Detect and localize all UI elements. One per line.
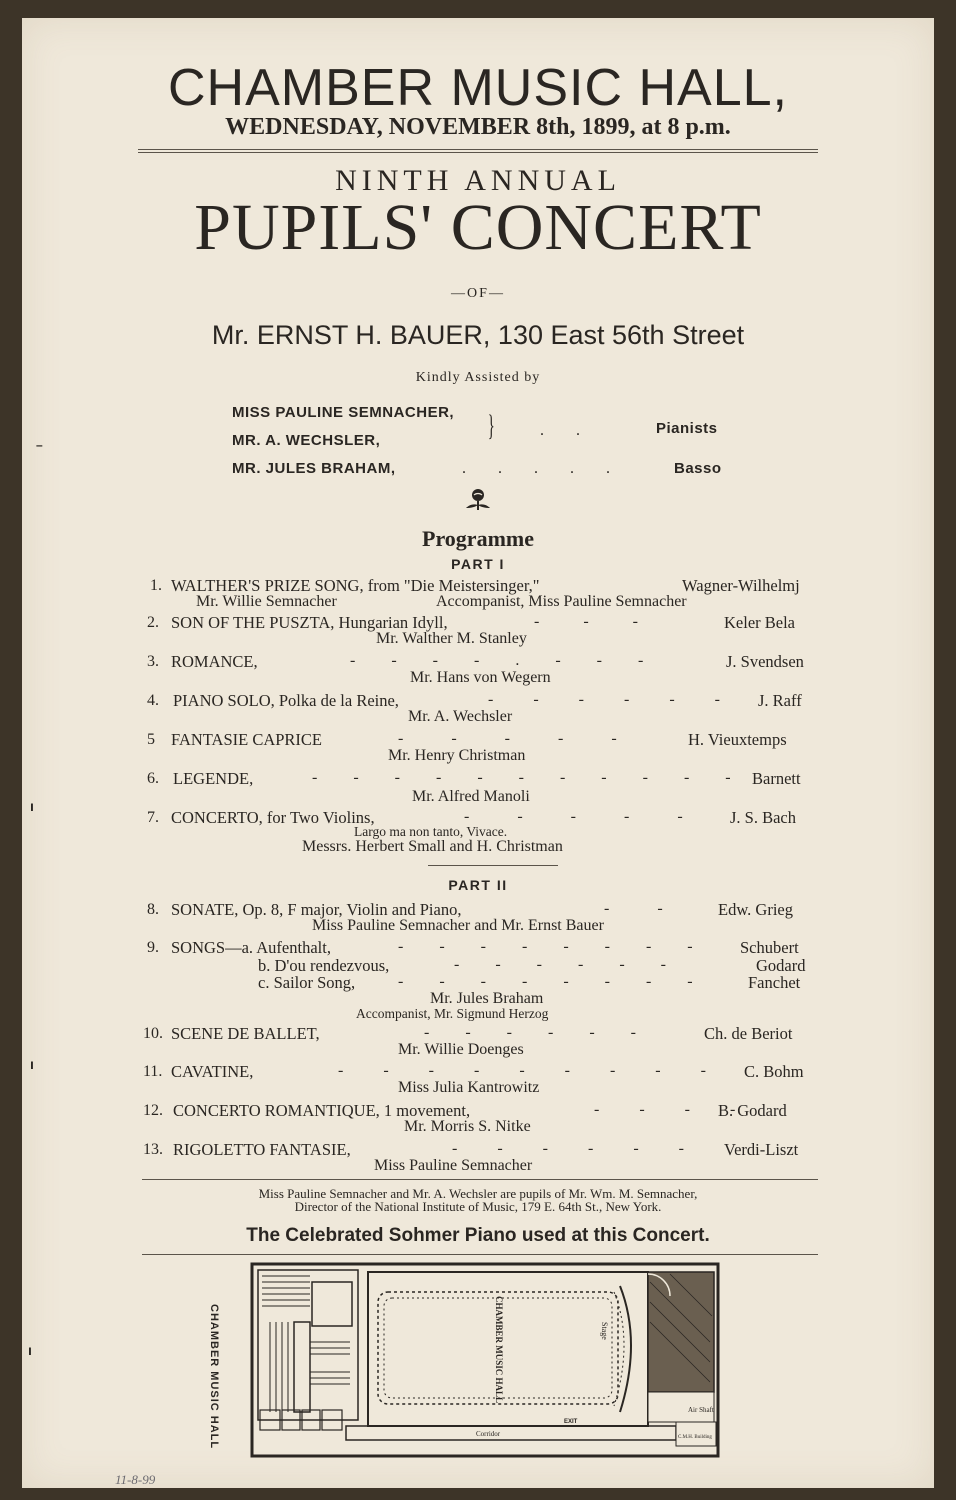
item-number: 11. [143,1063,163,1080]
item-performer: Mr. Willie Semnacher [196,593,337,610]
item-title: SONGS—a. Aufenthalt, [171,938,331,957]
item-number: 9. [147,939,159,956]
item-title: PIANO SOLO, Polka de la Reine, [173,691,399,710]
leader-dashes: - - - [534,613,638,630]
item-composer: J. Raff [758,691,802,710]
item-composer: J. Svendsen [726,652,804,671]
item-performer: Mr. Henry Christman [388,747,526,764]
item-title: SCENE DE BALLET, [171,1024,320,1043]
assistant-role: Pianists [656,420,718,437]
floor-plan-diagram [250,1262,720,1458]
item-number: 6. [147,770,159,787]
handwritten-date: 11-8-99 [115,1472,156,1487]
stage-label: Stage [600,1322,609,1340]
flower-ornament-icon [462,486,494,512]
item-composer: H. Vieuxtemps [688,730,787,749]
item-performer: Mr. Willie Doenges [398,1041,524,1058]
item-title: SON OF THE PUSZTA, Hungarian Idyll, [171,613,448,632]
item-number: 1. [150,577,162,594]
corridor-label: Corridor [476,1430,501,1438]
assistant-name: MR. JULES BRAHAM, [232,460,396,477]
leader-dashes: - - - - [594,1101,736,1118]
item-number: 4. [147,692,159,709]
footer-note-2: Director of the National Institute of Music, 179 E. 64th St., New York. [294,1199,662,1214]
hall-name: CHAMBER MUSIC HALL, [168,59,788,117]
concert-date: WEDNESDAY, NOVEMBER 8th, 1899, at 8 p.m. [225,114,731,140]
margin-dash-mark: – [36,438,43,452]
leader-dashes: - - - - - - - - - - - [312,769,731,786]
item-title: RIGOLETTO FANTASIE, [173,1140,351,1159]
part-divider [428,865,558,866]
leader-dashes: - - - - - - [488,691,720,708]
programme-title: Programme [422,526,534,551]
footer-note-1: Miss Pauline Semnacher and Mr. A. Wechsler are pupils of Mr. Wm. M. Semnacher, [258,1186,698,1201]
item-performer: Mr. Morris S. Nitke [404,1118,531,1135]
item-performer: Miss Pauline Semnacher and Mr. Ernst Bauer [312,917,604,934]
part-one-heading: PART I [451,556,505,572]
leader-dots: . . [540,422,580,439]
leader-dashes: - - - - - - - - - [338,1062,706,1079]
item-title: WALTHER'S PRIZE SONG, from "Die Meistersinger," [171,576,540,595]
item-number: 8. [147,901,159,918]
sohmer-piano-line: The Celebrated Sohmer Piano used at this Concert. [246,1225,710,1246]
header-divider-2 [138,152,818,153]
item-composer: J. S. Bach [730,808,796,827]
of-line: —OF— [451,286,505,301]
plan-divider [142,1254,818,1255]
leader-dashes: - - - - - - [452,1140,684,1157]
teacher-line: Mr. ERNST H. BAUER, 130 East 56th Street [211,320,745,350]
item-composer: Ch. de Beriot [704,1024,793,1043]
leader-dashes: - - [604,900,663,917]
leader-dashes: - - - - - - [424,1024,636,1041]
item-composer: Schubert [740,938,799,957]
item-accompanist: Accompanist, Miss Pauline Semnacher [436,593,687,610]
item-performer: Mr. Alfred Manoli [412,788,530,805]
item-number: 13. [143,1141,163,1158]
part-two-heading: PART II [448,877,508,893]
item-performer: Mr. Walther M. Stanley [376,630,527,647]
item-number: 12. [143,1102,163,1119]
item-performer: Mr. Hans von Wegern [410,669,551,686]
ninth-annual: NINTH ANNUAL [335,164,621,197]
assistant-name: MISS PAULINE SEMNACHER, [232,404,455,421]
brace-icon: } [487,409,495,442]
margin-dot-mark: ı [30,1056,34,1072]
item-composer: Wagner-Wilhelmj [682,576,800,595]
item-title: SONATE, Op. 8, F major, Violin and Piano, [171,900,462,919]
item-number: 3. [147,653,159,670]
leader-dashes: - - - - - - - - [398,973,693,990]
item-title: ROMANCE, [171,652,258,671]
item-number: 10. [143,1025,163,1042]
item-composer: C. Bohm [744,1062,804,1081]
song-b-title: b. D'ou rendezvous, [258,956,390,975]
assistant-name: MR. A. WECHSLER, [232,432,381,449]
side-hall-label: CHAMBER MUSIC HALL [208,1304,220,1450]
margin-dot-mark: ı [30,798,34,814]
item-title: LEGENDE, [173,769,254,788]
leader-dashes: - - - - - [464,808,683,825]
item-title: CONCERTO ROMANTIQUE, 1 movement, [173,1101,471,1120]
item-number: 5 [147,731,155,748]
item-accompanist: Accompanist, Mr. Sigmund Herzog [356,1006,549,1021]
air-shaft-label: Air Shaft [688,1406,714,1414]
concert-title: PUPILS' CONCERT [194,191,762,264]
item-performer: Mr. Jules Braham [430,990,544,1007]
footer-divider [142,1179,818,1180]
item-composer: Barnett [752,769,801,788]
item-performer: Mr. A. Wechsler [408,708,513,725]
item-performer: Miss Julia Kantrowitz [398,1079,540,1096]
leader-dots: . . . . . [462,460,610,477]
song-c-title: c. Sailor Song, [258,973,356,992]
item-performer: Messrs. Herbert Small and H. Christman [302,838,563,855]
item-title: CONCERTO, for Two Violins, [171,808,375,827]
assistant-role: Basso [674,460,722,477]
exit-label: EXIT [564,1419,578,1425]
item-composer: Verdi-Liszt [724,1140,799,1159]
song-c-composer: Fanchet [748,973,801,992]
item-performer: Miss Pauline Semnacher [374,1157,533,1174]
item-tempo: Largo ma non tanto, Vivace. [354,824,508,839]
building-label: C.M.H. Building [678,1435,712,1440]
header-divider [138,149,818,150]
item-title: CAVATINE, [171,1062,254,1081]
leader-dashes: - - - - - - [454,956,666,973]
leader-dashes: - - - - - - - - [398,938,693,955]
margin-dot-mark: ı [28,1342,32,1358]
item-number: 7. [147,809,159,826]
kindly-assisted: Kindly Assisted by [415,370,541,385]
center-hall-label: CHAMBER MUSIC HALL [494,1296,504,1404]
song-b-composer: Godard [756,956,806,975]
item-composer: B. Godard [718,1101,787,1120]
item-composer: Keler Bela [724,613,796,632]
item-title: FANTASIE CAPRICE [171,730,323,749]
item-number: 2. [147,614,159,631]
leader-dashes: - - - - . - - - [350,652,644,669]
item-composer: Edw. Grieg [718,900,793,919]
leader-dashes: - - - - - [398,730,617,747]
